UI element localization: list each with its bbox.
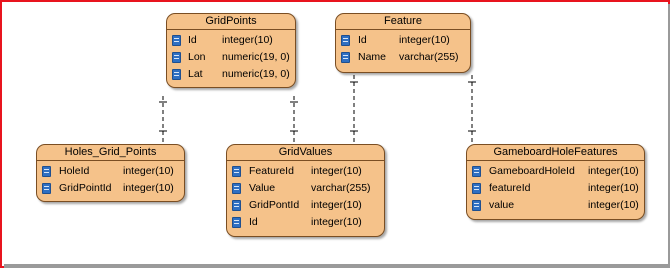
- column-name: Lon: [188, 51, 206, 63]
- column-row[interactable]: [37, 163, 184, 180]
- column-row[interactable]: [37, 180, 184, 197]
- column-row[interactable]: [467, 180, 644, 197]
- column-type: integer(10): [123, 165, 174, 177]
- column-row[interactable]: [227, 180, 384, 197]
- column-icon: [472, 166, 481, 177]
- entity-gridvalues[interactable]: [226, 144, 385, 237]
- column-name: Id: [358, 34, 367, 46]
- column-name: Id: [188, 34, 197, 46]
- column-name: Lat: [188, 68, 203, 80]
- entity-holes-grid-points[interactable]: [36, 144, 185, 202]
- column-icon: [172, 52, 181, 63]
- column-name: FeatureId: [249, 165, 294, 177]
- column-type: varchar(255): [399, 51, 459, 63]
- column-row[interactable]: [167, 49, 295, 66]
- entity-title: Holes_Grid_Points: [37, 145, 184, 161]
- column-type: integer(10): [311, 216, 362, 228]
- entity-gridpoints[interactable]: [166, 13, 296, 88]
- column-type: varchar(255): [311, 182, 371, 194]
- column-icon: [232, 166, 241, 177]
- column-icon: [341, 52, 350, 63]
- column-row[interactable]: [467, 197, 644, 214]
- column-row[interactable]: [467, 163, 644, 180]
- column-type: integer(10): [399, 34, 450, 46]
- column-type: integer(10): [588, 165, 639, 177]
- entity-gameboardholefeatures[interactable]: [466, 144, 645, 220]
- column-icon: [232, 217, 241, 228]
- column-icon: [232, 183, 241, 194]
- entity-title: GameboardHoleFeatures: [467, 145, 644, 161]
- entity-title: GridValues: [227, 145, 384, 161]
- column-row[interactable]: [167, 66, 295, 83]
- column-name: Value: [249, 182, 276, 194]
- column-type: numeric(19, 0): [222, 51, 290, 63]
- column-name: GameboardHoleId: [489, 165, 575, 177]
- column-row[interactable]: [227, 214, 384, 231]
- column-icon: [472, 183, 481, 194]
- column-icon: [172, 35, 181, 46]
- column-name: GridPointId: [59, 182, 112, 194]
- column-row[interactable]: [167, 32, 295, 49]
- column-icon: [172, 69, 181, 80]
- column-name: Id: [249, 216, 258, 228]
- column-row[interactable]: [227, 197, 384, 214]
- column-type: integer(10): [222, 34, 273, 46]
- column-icon: [232, 200, 241, 211]
- column-row[interactable]: [336, 49, 470, 66]
- column-icon: [42, 166, 51, 177]
- entity-title: Feature: [336, 14, 470, 30]
- column-type: integer(10): [588, 182, 639, 194]
- column-type: integer(10): [123, 182, 174, 194]
- entity-title: GridPoints: [167, 14, 295, 30]
- column-icon: [472, 200, 481, 211]
- column-type: integer(10): [311, 165, 362, 177]
- column-name: GridPontId: [249, 199, 300, 211]
- column-icon: [42, 183, 51, 194]
- column-type: integer(10): [311, 199, 362, 211]
- column-name: value: [489, 199, 515, 211]
- column-name: Name: [358, 51, 387, 63]
- column-name: HoleId: [59, 165, 90, 177]
- column-name: featureId: [489, 182, 531, 194]
- entity-feature[interactable]: [335, 13, 471, 73]
- column-type: numeric(19, 0): [222, 68, 290, 80]
- column-row[interactable]: [227, 163, 384, 180]
- column-type: integer(10): [588, 199, 639, 211]
- column-icon: [341, 35, 350, 46]
- column-row[interactable]: [336, 32, 470, 49]
